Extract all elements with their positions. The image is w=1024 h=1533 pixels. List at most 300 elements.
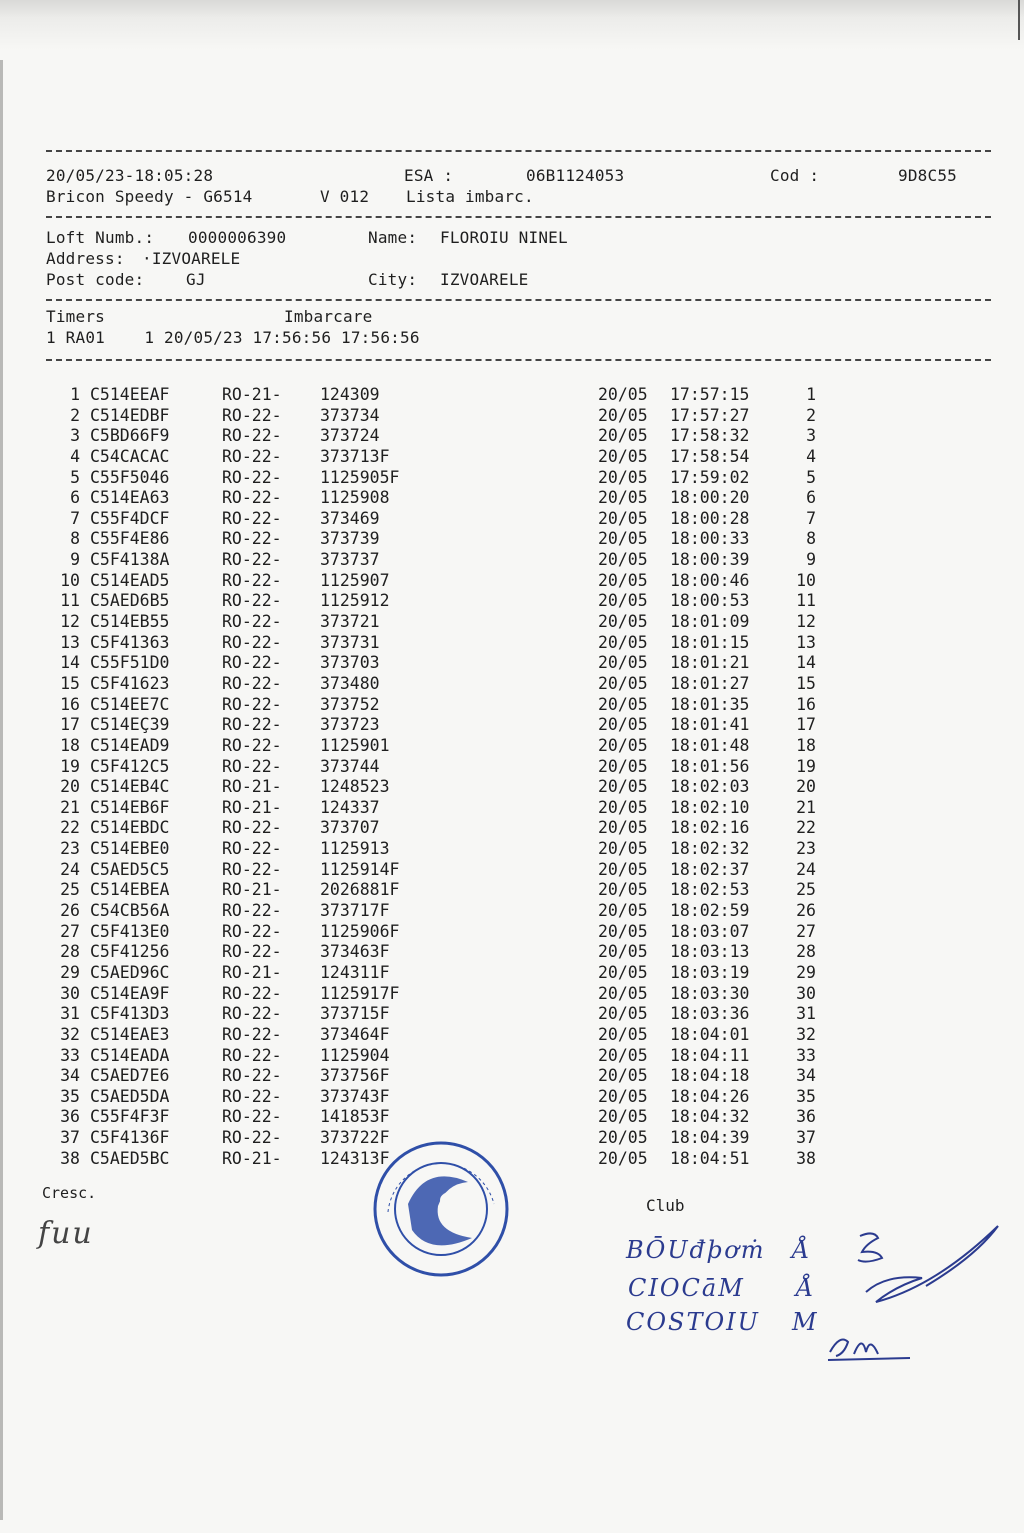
handwritten-name: CIOCāM [628,1274,745,1302]
table-row [46,695,991,716]
row-index: 23 [60,839,80,859]
dashed-rule [46,150,991,152]
row-index: 4 [70,446,80,466]
ring-prefix: RO-21- [222,797,282,817]
arrival-time: 18:01:15 [670,632,750,652]
rank-position: 27 [796,921,816,941]
table-row [46,674,991,695]
ring-number: 1248523 [320,777,390,797]
ring-prefix: RO-22- [222,446,282,466]
row-index: 2 [70,405,80,425]
row-index: 34 [60,1066,80,1086]
ring-prefix: RO-22- [222,694,282,714]
arrival-date: 20/05 [598,570,648,590]
chip-id: C5F412C5 [90,756,170,776]
table-row [46,922,991,943]
row-index: 10 [60,570,80,590]
ring-number: 373703 [320,653,380,673]
timers-label: Timers [46,307,105,326]
chip-id: C55F4F3F [90,1107,170,1127]
loft-label: Loft Numb.: [46,228,155,247]
chip-id: C514EAD9 [90,735,170,755]
rank-position: 5 [806,467,816,487]
rank-position: 23 [796,839,816,859]
ring-number: 1125912 [320,591,390,611]
esa-label: ESA : [404,166,454,185]
table-row [46,942,991,963]
rank-position: 14 [796,653,816,673]
chip-id: C514EAD5 [90,570,170,590]
device-version: V 012 [320,187,370,206]
row-index: 11 [60,591,80,611]
arrival-time: 17:57:15 [670,385,750,404]
row-index: 32 [60,1024,80,1044]
rank-position: 26 [796,901,816,921]
arrival-time: 18:01:09 [670,612,750,632]
ring-prefix: RO-22- [222,1086,282,1106]
chip-id: C5F413E0 [90,921,170,941]
ring-number: 373723 [320,715,380,735]
arrival-date: 20/05 [598,612,648,632]
rank-position: 7 [806,508,816,528]
chip-id: C5F4136F [90,1128,170,1148]
loft-number: 0000006390 [188,228,287,247]
rank-position: 2 [806,405,816,425]
row-index: 1 [70,385,80,404]
imbarcare-label: Imbarcare [284,307,373,326]
row-index: 18 [60,735,80,755]
ring-prefix: RO-22- [222,405,282,425]
signature-scribble-icon [826,1216,1006,1366]
chip-id: C514EÇ39 [90,715,170,735]
ring-prefix: RO-22- [222,1128,282,1148]
table-row [46,1025,991,1046]
ring-number: 373731 [320,632,380,652]
row-index: 31 [60,1004,80,1024]
ring-prefix: RO-22- [222,653,282,673]
ring-number: 1125905F [320,467,400,487]
dashed-rule [46,359,991,361]
arrival-time: 18:01:27 [670,673,750,693]
ring-prefix: RO-21- [222,385,282,404]
arrival-time: 18:04:39 [670,1128,750,1148]
table-row [46,715,991,736]
ring-number: 373717F [320,901,390,921]
dashed-rule [46,216,991,218]
arrival-time: 18:01:21 [670,653,750,673]
arrival-date: 20/05 [598,385,648,404]
address-line [46,249,991,270]
handwritten-initial: Å [792,1236,812,1264]
ring-number: 373721 [320,612,380,632]
rank-position: 30 [796,983,816,1003]
ring-prefix: RO-22- [222,467,282,487]
device-name: Bricon Speedy - G6514 [46,187,253,206]
arrival-time: 17:59:02 [670,467,750,487]
row-index: 19 [60,756,80,776]
ring-prefix: RO-22- [222,1024,282,1044]
chip-id: C514EAE3 [90,1024,170,1044]
chip-id: C5F41256 [90,942,170,962]
rank-position: 28 [796,942,816,962]
arrival-date: 20/05 [598,550,648,570]
arrival-date: 20/05 [598,446,648,466]
arrival-time: 17:57:27 [670,405,750,425]
arrival-date: 20/05 [598,777,648,797]
row-index: 7 [70,508,80,528]
row-index: 29 [60,962,80,982]
city-value: IZVOARELE [440,270,529,289]
rank-position: 35 [796,1086,816,1106]
table-row [46,777,991,798]
chip-id: C55F51D0 [90,653,170,673]
scan-left-edge [0,60,3,1520]
ring-prefix: RO-22- [222,673,282,693]
chip-id: C514EBEA [90,880,170,900]
arrival-date: 20/05 [598,508,648,528]
row-index: 38 [60,1148,80,1168]
row-index: 24 [60,859,80,879]
pigeon-list [46,385,991,1169]
rank-position: 38 [796,1148,816,1168]
arrival-time: 18:03:13 [670,942,750,962]
ring-prefix: RO-22- [222,818,282,838]
rank-position: 10 [796,570,816,590]
ring-number: 1125904 [320,1045,390,1065]
ring-prefix: RO-22- [222,508,282,528]
arrival-date: 20/05 [598,735,648,755]
chip-id: C514EBDC [90,818,170,838]
row-index: 9 [70,550,80,570]
rank-position: 18 [796,735,816,755]
arrival-time: 18:01:56 [670,756,750,776]
row-index: 25 [60,880,80,900]
timer-line [46,328,991,349]
ring-number: 373480 [320,673,380,693]
row-index: 3 [70,426,80,446]
arrival-time: 18:03:07 [670,921,750,941]
arrival-time: 18:04:51 [670,1148,750,1168]
chip-id: C5F41623 [90,673,170,693]
ring-prefix: RO-22- [222,921,282,941]
ring-number: 373724 [320,426,380,446]
ring-number: 373752 [320,694,380,714]
row-index: 6 [70,488,80,508]
row-index: 15 [60,673,80,693]
arrival-date: 20/05 [598,1004,648,1024]
ring-prefix: RO-22- [222,839,282,859]
arrival-time: 18:03:19 [670,962,750,982]
rank-position: 8 [806,529,816,549]
handwritten-initial: M [792,1308,819,1336]
table-row [46,839,991,860]
chip-id: C5F413D3 [90,1004,170,1024]
arrival-date: 20/05 [598,901,648,921]
rank-position: 20 [796,777,816,797]
arrival-date: 20/05 [598,488,648,508]
ring-number: 373464F [320,1024,390,1044]
ring-prefix: RO-22- [222,1107,282,1127]
ring-number: 373734 [320,405,380,425]
rank-position: 24 [796,859,816,879]
arrival-time: 18:00:39 [670,550,750,570]
chip-id: C514EBE0 [90,839,170,859]
rank-position: 4 [806,446,816,466]
table-row [46,984,991,1005]
ring-prefix: RO-21- [222,777,282,797]
ring-prefix: RO-22- [222,1066,282,1086]
ring-prefix: RO-21- [222,1148,282,1168]
ring-prefix: RO-22- [222,632,282,652]
cod-label: Cod : [770,166,820,185]
arrival-time: 18:04:32 [670,1107,750,1127]
table-row [46,406,991,427]
table-row [46,468,991,489]
arrival-date: 20/05 [598,1066,648,1086]
city-label: City: [368,270,418,289]
ring-number: 124311F [320,962,390,982]
ring-prefix: RO-22- [222,859,282,879]
table-row [46,901,991,922]
row-index: 12 [60,612,80,632]
chip-id: C514EB4C [90,777,170,797]
arrival-date: 20/05 [598,405,648,425]
ring-number: 1125908 [320,488,390,508]
rank-position: 19 [796,756,816,776]
arrival-time: 18:03:30 [670,983,750,1003]
row-index: 27 [60,921,80,941]
table-row [46,1004,991,1025]
ring-prefix: RO-22- [222,488,282,508]
handwritten-name: BŌUđþơṁ [626,1236,766,1264]
chip-id: C514EA63 [90,488,170,508]
ring-prefix: RO-22- [222,529,282,549]
chip-id: C5AED5BC [90,1148,170,1168]
table-row [46,447,991,468]
ring-prefix: RO-22- [222,942,282,962]
ring-number: 373743F [320,1086,390,1106]
esa-value: 06B1124053 [526,166,625,185]
arrival-time: 18:00:33 [670,529,750,549]
timers-header [46,307,991,328]
arrival-time: 18:00:53 [670,591,750,611]
ring-prefix: RO-22- [222,591,282,611]
rank-position: 22 [796,818,816,838]
ring-prefix: RO-22- [222,756,282,776]
chip-id: C514EE7C [90,694,170,714]
row-index: 26 [60,901,80,921]
table-row [46,633,991,654]
chip-id: C5AED96C [90,962,170,982]
ring-number: 1125906F [320,921,400,941]
chip-id: C5AED6B5 [90,591,170,611]
rank-position: 9 [806,550,816,570]
ring-number: 141853F [320,1107,390,1127]
fancier-name: FLOROIU NINEL [440,228,568,247]
table-row [46,736,991,757]
table-row [46,653,991,674]
table-row [46,1087,991,1108]
rank-position: 36 [796,1107,816,1127]
ring-number: 373722F [320,1128,390,1148]
table-row [46,529,991,550]
table-row [46,612,991,633]
row-index: 21 [60,797,80,817]
table-row [46,1128,991,1149]
arrival-date: 20/05 [598,797,648,817]
ring-number: 1125907 [320,570,390,590]
chip-id: C514EB6F [90,797,170,817]
rank-position: 16 [796,694,816,714]
chip-id: C514EEAF [90,385,170,404]
arrival-date: 20/05 [598,921,648,941]
ring-number: 373713F [320,446,390,466]
ring-prefix: RO-22- [222,550,282,570]
arrival-date: 20/05 [598,653,648,673]
breeder-signature: fuu [38,1216,94,1251]
ring-number: 373756F [320,1066,390,1086]
ring-prefix: RO-22- [222,570,282,590]
table-row [46,509,991,530]
loft-line [46,228,991,249]
rank-position: 1 [806,385,816,404]
scan-top-shadow [0,0,1024,50]
rank-position: 21 [796,797,816,817]
table-row [46,550,991,571]
row-index: 22 [60,818,80,838]
arrival-time: 17:58:32 [670,426,750,446]
table-row [46,1149,991,1170]
row-index: 13 [60,632,80,652]
header-line-2 [46,187,991,208]
dashed-rule [46,299,991,301]
scan-right-edge [1018,0,1020,40]
ring-prefix: RO-22- [222,426,282,446]
row-index: 20 [60,777,80,797]
address-label: Address: [46,249,125,268]
rank-position: 17 [796,715,816,735]
ring-number: 2026881F [320,880,400,900]
arrival-date: 20/05 [598,694,648,714]
post-code-value: GJ [186,270,206,289]
name-label: Name: [368,228,418,247]
rank-position: 12 [796,612,816,632]
table-row [46,757,991,778]
ring-number: 1125917F [320,983,400,1003]
arrival-date: 20/05 [598,1107,648,1127]
ring-number: 373744 [320,756,380,776]
table-row [46,488,991,509]
table-row [46,963,991,984]
arrival-time: 18:00:46 [670,570,750,590]
chip-id: C5F4138A [90,550,170,570]
arrival-time: 18:01:48 [670,735,750,755]
rank-position: 32 [796,1024,816,1044]
row-index: 35 [60,1086,80,1106]
rank-position: 11 [796,591,816,611]
rank-position: 25 [796,880,816,900]
rank-position: 3 [806,426,816,446]
print-datetime: 20/05/23-18:05:28 [46,166,214,185]
handwritten-initial: Å [796,1274,816,1302]
ring-prefix: RO-22- [222,715,282,735]
ring-number: 373715F [320,1004,390,1024]
ring-prefix: RO-22- [222,1004,282,1024]
rank-position: 29 [796,962,816,982]
ring-number: 124313F [320,1148,390,1168]
arrival-time: 18:04:11 [670,1045,750,1065]
arrival-date: 20/05 [598,1128,648,1148]
arrival-time: 18:02:59 [670,901,750,921]
arrival-time: 18:00:20 [670,488,750,508]
chip-id: C5AED5DA [90,1086,170,1106]
ring-prefix: RO-22- [222,612,282,632]
chip-id: C55F4DCF [90,508,170,528]
table-row [46,1107,991,1128]
ring-number: 124337 [320,797,380,817]
arrival-date: 20/05 [598,529,648,549]
chip-id: C514EADA [90,1045,170,1065]
arrival-time: 18:01:41 [670,715,750,735]
row-index: 30 [60,983,80,1003]
chip-id: C54CB56A [90,901,170,921]
arrival-time: 18:04:26 [670,1086,750,1106]
arrival-date: 20/05 [598,673,648,693]
arrival-date: 20/05 [598,756,648,776]
table-row [46,1046,991,1067]
chip-id: C5AED5C5 [90,859,170,879]
document-title: Lista imbarc. [406,187,534,206]
ring-number: 1125913 [320,839,390,859]
row-index: 36 [60,1107,80,1127]
table-row [46,818,991,839]
ring-prefix: RO-22- [222,983,282,1003]
table-row [46,591,991,612]
timer-entry: 1 RA01 1 20/05/23 17:56:56 17:56:56 [46,328,420,347]
arrival-date: 20/05 [598,1086,648,1106]
ring-number: 373707 [320,818,380,838]
ring-prefix: RO-21- [222,880,282,900]
arrival-date: 20/05 [598,818,648,838]
post-line [46,270,991,291]
table-row [46,385,991,406]
ring-prefix: RO-22- [222,1045,282,1065]
arrival-time: 18:02:37 [670,859,750,879]
handwritten-name: COSTOIU [626,1308,760,1336]
ring-number: 373463F [320,942,390,962]
arrival-time: 18:02:10 [670,797,750,817]
arrival-date: 20/05 [598,962,648,982]
address-value: ·IZVOARELE [142,249,241,268]
table-row [46,798,991,819]
row-index: 5 [70,467,80,487]
arrival-time: 18:02:16 [670,818,750,838]
arrival-date: 20/05 [598,426,648,446]
row-index: 14 [60,653,80,673]
rank-position: 34 [796,1066,816,1086]
arrival-date: 20/05 [598,859,648,879]
chip-id: C55F4E86 [90,529,170,549]
arrival-date: 20/05 [598,1024,648,1044]
rank-position: 33 [796,1045,816,1065]
table-row [46,880,991,901]
header-line-1 [46,166,991,187]
ring-prefix: RO-22- [222,901,282,921]
rank-position: 6 [806,488,816,508]
table-row [46,860,991,881]
chip-id: C5F41363 [90,632,170,652]
rank-position: 13 [796,632,816,652]
